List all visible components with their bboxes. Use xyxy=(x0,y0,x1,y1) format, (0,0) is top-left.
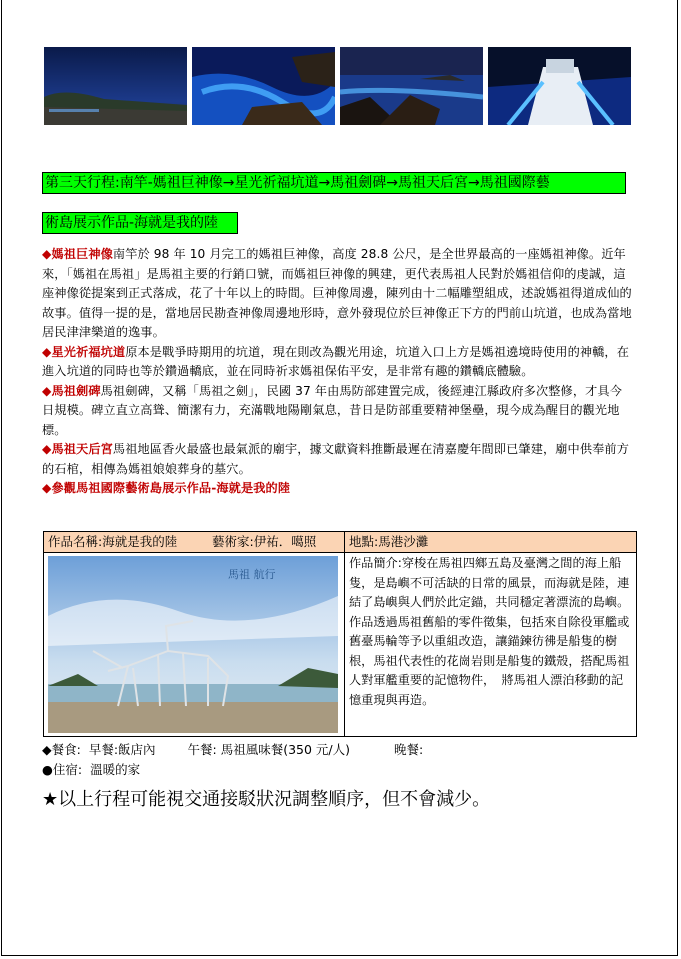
diamond-marker-icon: ◆ xyxy=(42,442,52,456)
blue-tears-photo-strip xyxy=(44,47,632,127)
attraction-text: 馬祖劍碑，又稱「馬祖之劍」，民國 37 年由馬防部建置完成，後經連江縣政府多次整修，才具今日規模。碑立直立高聳、簡潔有力，充滿戰地陽剛氣息，昔日是防部重要精神堡壘，現今成為醒目的觀光地標。 xyxy=(42,383,622,437)
diamond-marker-icon: ◆ xyxy=(42,247,52,261)
attraction-starlight-tunnel xyxy=(42,343,634,382)
table-column-divider xyxy=(344,532,345,736)
attraction-name: 媽祖巨神像 xyxy=(51,247,113,261)
lodging-value: 溫暖的家 xyxy=(90,762,141,777)
meals-label: ◆餐食: xyxy=(42,742,81,757)
attraction-sword-monument xyxy=(42,382,634,441)
attractions-description xyxy=(42,245,634,499)
artwork-title: 作品名稱:海就是我的陸 xyxy=(48,534,178,549)
lodging-line xyxy=(42,760,140,779)
artwork-info-table xyxy=(43,531,637,737)
attraction-tianhou-temple xyxy=(42,440,634,479)
photo-night-coast xyxy=(44,47,187,125)
artwork-photo-sign: 馬祖 航行 xyxy=(228,568,276,581)
itinerary-notice: ★以上行程可能視交通接駁狀況調整順序，但不會減少。 xyxy=(42,789,491,810)
diamond-marker-icon: ◆ xyxy=(42,481,52,495)
photo-blue-tears-rocks xyxy=(340,47,483,125)
attraction-name: 馬祖天后宮 xyxy=(51,442,113,456)
diamond-marker-icon: ◆ xyxy=(42,344,52,359)
artwork-table-header xyxy=(44,532,636,553)
photo-boat-night xyxy=(488,47,631,125)
artwork-photo xyxy=(48,556,338,733)
diamond-marker-icon: ◆ xyxy=(42,383,52,398)
dinner-info: 晚餐: xyxy=(393,742,424,757)
attraction-text: 原本是戰爭時期用的坑道，現在則改為觀光用途，坑道入口上方是媽祖遶境時使用的神轎，在進入坑道的同時也等於鑽過轎底，並在同時祈求媽祖保佑平安，是非常有趣的鑽轎底體驗。 xyxy=(42,344,630,378)
attraction-text: 馬祖地區香火最盛也最氣派的廟宇，據文獻資料推斷最遲在清嘉慶年間即已肇建，廟中供奉前方的石棺，相傳為媽祖娘娘葬身的墓穴。 xyxy=(42,442,629,476)
meals-line xyxy=(42,740,423,759)
attraction-name: 馬祖劍碑 xyxy=(51,383,101,398)
attraction-text: 南竿於 98 年 10 月完工的媽祖巨神像，高度 28.8 公尺，是全世界最高的一座媽祖神像。近年來，「媽祖在馬祖」是馬祖主要的行銷口號，而媽祖巨神像的興建，更代表馬祖人民對於媽祖信仰的虔誠，這座神像從提案到正式落成，花了十年以上的時間。巨神像周邊，陳列由十二幅雕塑組成，述說媽祖得道成仙的故事。值得一提的是，當地居民勘查神像周邊地形時，意外發現位於巨神像正下方的門前山坑道，也成為當地居民津津樂道的逸事。 xyxy=(42,247,632,339)
lodging-label: ●住宿: xyxy=(42,762,83,777)
artwork-location: 地點:馬港沙灘 xyxy=(349,534,429,549)
attraction-mazu-statue xyxy=(42,245,634,343)
day3-itinerary-header: 第三天行程:南竿-媽祖巨神像→星光祈福坑道→馬祖劍碑→馬祖天后宮→馬祖國際藝 xyxy=(42,172,626,194)
breakfast-info: 早餐:飯店內 xyxy=(88,742,156,757)
photo-blue-tears-waves xyxy=(192,47,335,125)
artwork-artist: 藝術家:伊祐．噶照 xyxy=(212,534,317,549)
lunch-info: 午餐: 馬祖風味餐(350 元/人) xyxy=(187,742,350,757)
attraction-name: 星光祈福坑道 xyxy=(51,344,126,359)
artwork-description: 作品簡介:穿梭在馬祖四鄉五島及臺灣之間的海上船隻，是島嶼不可活缺的日常的風景，而海就是陸，連結了島嶼與人們於此定錨，共同穩定著漂流的島嶼。作品透過馬祖舊船的零件徵集，包括來自除役軍艦或舊臺馬輪等予以重組改造，讓錨鍊彷彿是船隻的樹根，馬祖代表性的花崗岩則是船隻的鐵殼，搭配馬祖人對軍艦重要的記憶物件， 將馬祖人漂泊移動的記憶重現與再造。 xyxy=(349,556,630,707)
art-visit-label: 參觀馬祖國際藝術島展示作品-海就是我的陸 xyxy=(51,481,291,495)
day3-itinerary-subheader: 術島展示作品-海就是我的陸 xyxy=(42,212,238,234)
art-visit-line xyxy=(42,479,634,499)
